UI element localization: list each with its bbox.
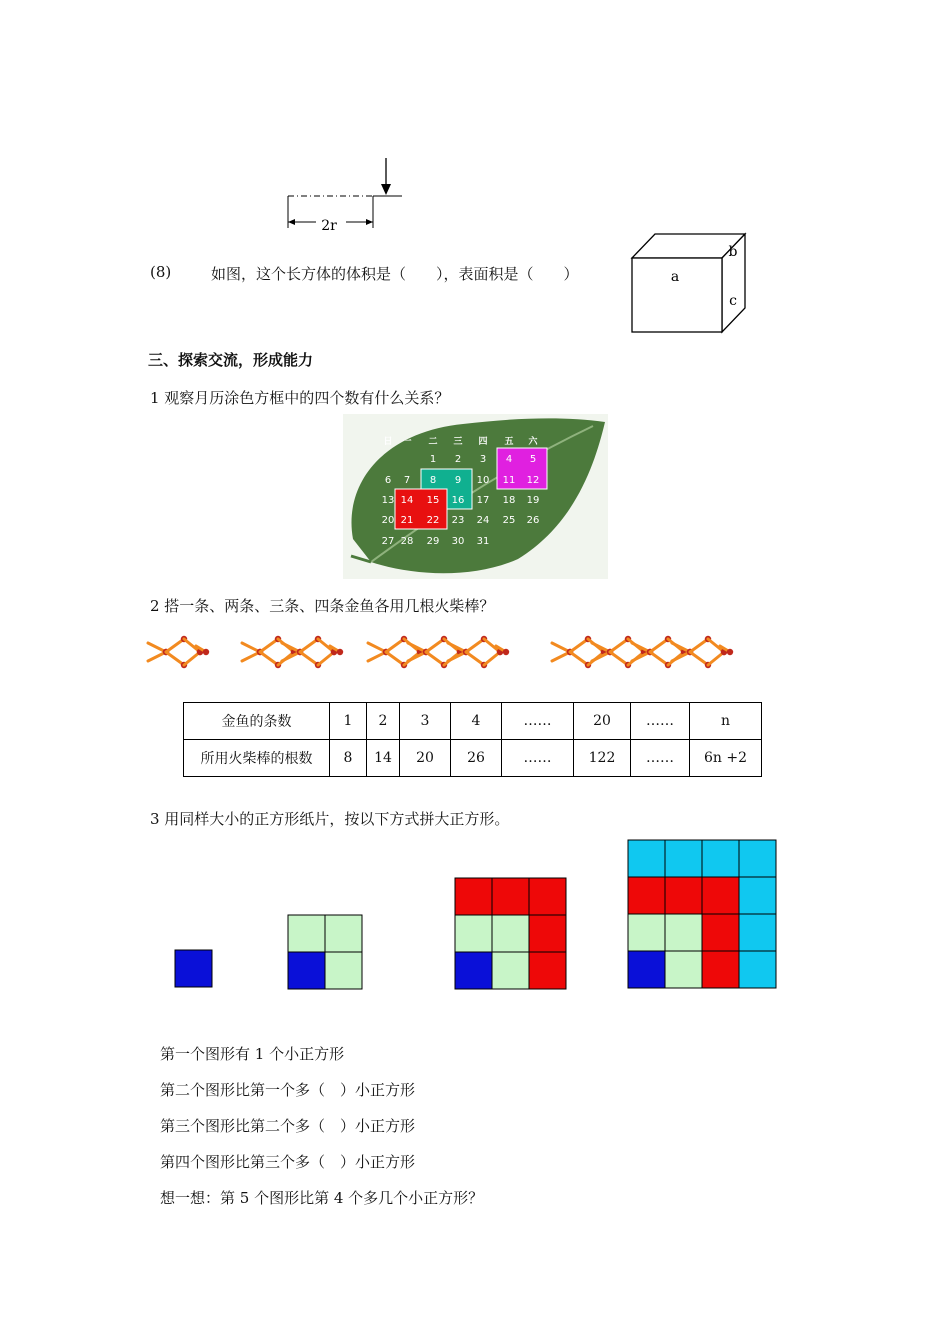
table-cell: ……	[502, 703, 574, 740]
small-square	[529, 915, 566, 952]
table-cell: 20	[400, 740, 451, 777]
table-cell: 金鱼的条数	[184, 703, 330, 740]
small-square	[628, 914, 665, 951]
small-square	[739, 877, 776, 914]
small-square	[492, 915, 529, 952]
calendar-day: 16	[451, 495, 465, 506]
table-cell: 14	[367, 740, 400, 777]
question-number: (8)	[150, 263, 172, 281]
calendar-day: 21	[400, 515, 414, 526]
calendar-day: 4	[505, 454, 513, 465]
calendar-day: 11	[502, 475, 516, 486]
calendar-day: 26	[526, 515, 540, 526]
calendar-weekday: 日	[383, 437, 393, 447]
calendar-weekday: 一	[402, 437, 412, 447]
arrow-down-icon	[381, 184, 391, 195]
table-cell: ……	[631, 740, 690, 777]
small-square	[325, 952, 362, 989]
small-square	[665, 840, 702, 877]
small-square	[739, 951, 776, 988]
matchstick-fish-group	[552, 636, 733, 668]
diameter-diagram	[280, 150, 410, 240]
calendar-weekday: 二	[428, 437, 438, 447]
calendar-day: 15	[426, 495, 440, 506]
question-line: 第一个图形有 1 个小正方形	[160, 1045, 345, 1063]
calendar-day: 22	[426, 515, 440, 526]
matchstick-fish-group	[148, 636, 209, 668]
question-line: 第二个图形比第一个多（ ）小正方形	[160, 1081, 416, 1099]
square-figure	[628, 840, 776, 988]
cuboid-label-c: c	[729, 293, 737, 309]
calendar-day: 5	[529, 454, 537, 465]
small-square	[492, 878, 529, 915]
small-square	[702, 951, 739, 988]
square-pattern-figures	[0, 830, 950, 1000]
small-square	[529, 878, 566, 915]
square-figure	[175, 950, 212, 987]
small-square	[702, 840, 739, 877]
calendar-day: 25	[502, 515, 516, 526]
calendar-day: 28	[400, 536, 414, 547]
small-square	[288, 952, 325, 989]
calendar-day: 13	[381, 495, 395, 506]
cuboid-label-a: a	[670, 269, 680, 285]
table-cell: 1	[330, 703, 367, 740]
calendar-day: 8	[429, 475, 437, 486]
question-line: 第三个图形比第二个多（ ）小正方形	[160, 1117, 416, 1135]
item-1-text: 1 观察月历涂色方框中的四个数有什么关系？	[150, 389, 450, 407]
calendar-weekday: 五	[504, 437, 514, 447]
matchstick-fish-group	[242, 636, 343, 668]
table-cell: ……	[502, 740, 574, 777]
square-figure	[455, 878, 566, 989]
calendar-day: 27	[381, 536, 395, 547]
calendar-day: 12	[526, 475, 540, 486]
small-square	[665, 951, 702, 988]
small-square	[628, 877, 665, 914]
calendar-day: 9	[454, 475, 462, 486]
table-row	[184, 703, 762, 740]
small-square	[325, 915, 362, 952]
table-cell: 2	[367, 703, 400, 740]
small-square	[702, 914, 739, 951]
small-square	[628, 951, 665, 988]
matchstick-fish-figures	[140, 625, 750, 680]
calendar-day: 23	[451, 515, 465, 526]
square-figure	[288, 915, 362, 989]
small-square	[529, 952, 566, 989]
calendar-day: 19	[526, 495, 540, 506]
table-cell: 8	[330, 740, 367, 777]
table-cell: 所用火柴棒的根数	[184, 740, 330, 777]
calendar-day: 3	[479, 454, 487, 465]
matchstick-fish-group	[368, 636, 509, 668]
calendar-day: 7	[403, 475, 411, 486]
small-square	[455, 952, 492, 989]
item-3-text: 3 用同样大小的正方形纸片，按以下方式拼大正方形。	[150, 810, 510, 828]
calendar-day: 29	[426, 536, 440, 547]
cuboid-label-b: b	[728, 244, 738, 260]
small-square	[175, 950, 212, 987]
calendar-day: 1	[429, 454, 437, 465]
table-row	[184, 740, 762, 777]
small-square	[455, 878, 492, 915]
small-square	[702, 877, 739, 914]
cuboid-diagram	[625, 226, 755, 338]
calendar-day: 30	[451, 536, 465, 547]
calendar-day: 17	[476, 495, 490, 506]
small-square	[665, 914, 702, 951]
calendar-day: 31	[476, 536, 490, 547]
fish-match-table	[183, 702, 762, 777]
table-cell: n	[690, 703, 762, 740]
calendar-day: 2	[454, 454, 462, 465]
calendar-day: 6	[384, 475, 392, 486]
calendar-day: 14	[400, 495, 414, 506]
calendar-day: 20	[381, 515, 395, 526]
small-square	[739, 914, 776, 951]
small-square	[665, 877, 702, 914]
leaf-calendar	[343, 414, 608, 579]
table-cell: 122	[574, 740, 631, 777]
question-line: 想一想：第 5 个图形比第 4 个多几个小正方形？	[160, 1189, 484, 1207]
question-8-text: 如图，这个长方体的体积是（ ），表面积是（ ）	[211, 265, 579, 283]
calendar-day: 24	[476, 515, 490, 526]
section-title: 三、探索交流，形成能力	[148, 351, 314, 369]
diameter-label: 2r	[321, 218, 337, 234]
table-cell: 3	[400, 703, 451, 740]
small-square	[455, 915, 492, 952]
table-cell: 6n +2	[690, 740, 762, 777]
item-2-text: 2 搭一条、两条、三条、四条金鱼各用几根火柴棒？	[150, 597, 495, 615]
calendar-day: 10	[476, 475, 490, 486]
calendar-weekday: 三	[453, 437, 463, 447]
calendar-day: 18	[502, 495, 516, 506]
small-square	[628, 840, 665, 877]
small-square	[288, 915, 325, 952]
small-square	[739, 840, 776, 877]
calendar-weekday: 四	[478, 437, 488, 447]
table-cell: ……	[631, 703, 690, 740]
question-line: 第四个图形比第三个多（ ）小正方形	[160, 1153, 416, 1171]
table-cell: 26	[451, 740, 502, 777]
small-square	[492, 952, 529, 989]
table-cell: 20	[574, 703, 631, 740]
calendar-weekday: 六	[528, 437, 538, 447]
table-cell: 4	[451, 703, 502, 740]
